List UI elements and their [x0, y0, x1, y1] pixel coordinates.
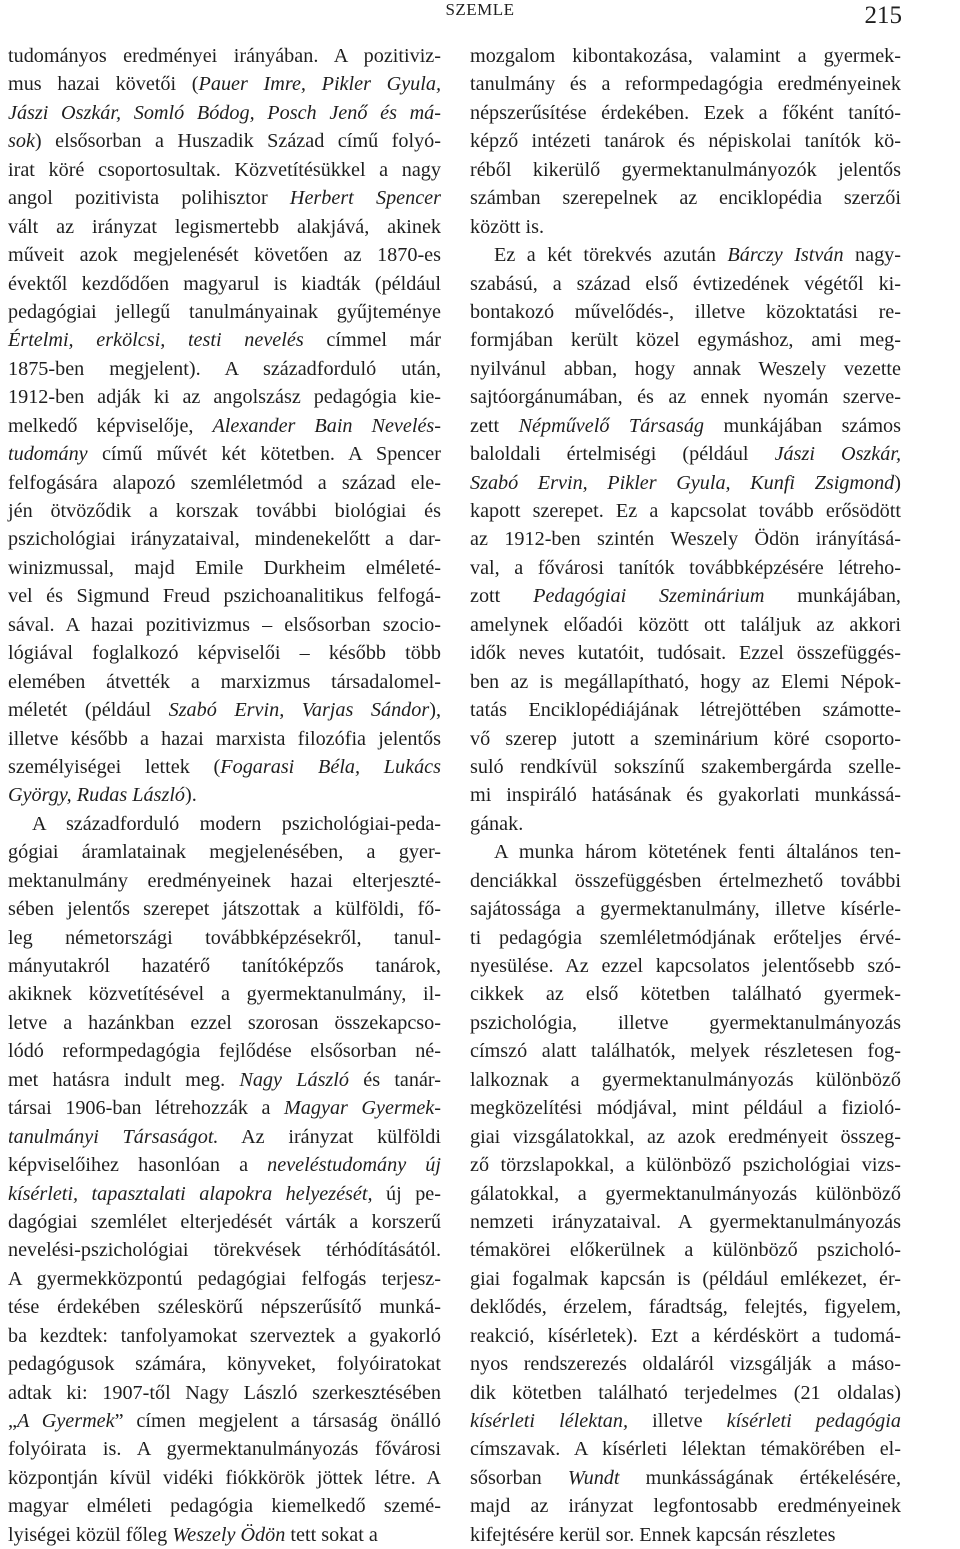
text-line — [470, 1265, 901, 1293]
text-line — [8, 469, 441, 497]
text-run: Az irányzat külföldi — [218, 1125, 441, 1148]
text-run: ) elsősorban a Huszadik Század című folyó- — [34, 130, 441, 153]
text-run: számban szerepelnek az enciklopédia szerzői — [470, 187, 901, 210]
text-run: ti pedagógia szemléletmódjának erőteljes érvé- — [470, 926, 901, 949]
text-run: témakörei előkerülnek a különböző pszicholó- — [470, 1239, 901, 1262]
italic-text: Magyar Gyermek- — [283, 1097, 441, 1120]
text-run: címszó alatt találhatók, melyek részletesen fog- — [470, 1040, 901, 1063]
text-run: az 1912-ben szintén Weszely Ödön irányításá- — [470, 528, 901, 551]
text-run: majd az irányzat legfontosabb eredményeinek — [470, 1495, 901, 1518]
italic-text: Nagy László — [239, 1068, 349, 1091]
text-line — [470, 1350, 901, 1378]
text-run: képző intézeti tanárok és népiskolai tanítók kö- — [470, 130, 901, 153]
text-line — [8, 127, 441, 155]
text-run: társai 1906-ban létrehozzák a — [8, 1097, 284, 1120]
text-line — [470, 127, 901, 155]
text-run: mi inspiráló hatásának és gyakorlati munkássá- — [470, 784, 901, 807]
text-run: vel és Sigmund Freud pszichoanalitikus felfogá- — [8, 585, 441, 608]
text-run: vált az irányzat legismertebb alakjává, akinek — [8, 215, 441, 238]
italic-text: sok — [8, 130, 35, 153]
text-line — [470, 810, 901, 838]
text-line — [8, 980, 441, 1008]
text-run: felfogására alapozó szemléletmód a század ele- — [8, 471, 441, 494]
text-run: évektől kezdődően magyarul is kiadták (például — [8, 272, 441, 295]
text-run: című művét két kötetben. A Spencer — [87, 443, 441, 466]
text-line — [470, 156, 901, 184]
text-line — [470, 1322, 901, 1350]
text-line — [470, 639, 901, 667]
text-line — [470, 1009, 901, 1037]
text-line — [8, 1180, 441, 1208]
text-line — [8, 326, 441, 354]
text-line — [470, 1521, 901, 1549]
text-line — [470, 1208, 901, 1236]
italic-text: Wundt — [567, 1466, 620, 1489]
text-run: lódó reformpedagógia fejlődése elsősorban né- — [8, 1040, 441, 1063]
text-run: tett sokat a — [285, 1523, 378, 1546]
text-run: leg németországi továbbképzésekről, tanul- — [8, 926, 441, 949]
text-line — [470, 895, 901, 923]
text-line — [8, 70, 441, 98]
text-line — [470, 1236, 901, 1264]
text-run: népszerűsítése érdekében. Ezek a főként tanító- — [470, 101, 901, 124]
text-line — [470, 1066, 901, 1094]
text-run: gának. — [470, 812, 524, 835]
text-line — [470, 1464, 901, 1492]
text-run: ), — [429, 699, 441, 722]
text-run: suló rendkívül sokszínű szakembergárda szelle- — [470, 755, 901, 778]
text-line — [470, 725, 901, 753]
text-line — [470, 241, 901, 269]
italic-text: Fogarasi Béla, Lukács — [220, 755, 441, 778]
text-run: A századforduló modern pszichológiai-peda- — [32, 812, 441, 835]
text-line — [470, 753, 901, 781]
text-run: mus hazai követői ( — [8, 73, 199, 96]
italic-text: Értelmi, erkölcsi, testi nevelés — [8, 329, 304, 352]
text-run: képviselőihez hasonlóan a — [8, 1154, 268, 1177]
text-line — [470, 924, 901, 952]
text-run: sajtóorgánumában, és az ennek nyomán szerve- — [470, 386, 901, 409]
text-run: gógiai áramlatainak megjelenésében, a gyer- — [8, 841, 441, 864]
text-run: kifejtésére kerül sor. Ennek kapcsán részletes — [470, 1523, 836, 1546]
text-line — [470, 1293, 901, 1321]
text-line — [470, 1151, 901, 1179]
italic-text: neveléstudomány új — [267, 1154, 442, 1177]
italic-text: tudomány — [8, 443, 88, 466]
text-line — [8, 1037, 441, 1065]
text-run: személyiségei lettek ( — [8, 755, 221, 778]
text-line — [8, 1350, 441, 1378]
text-line — [8, 298, 441, 326]
text-line — [470, 1435, 901, 1463]
text-run: giai vizsgálatokkal, az azok eredményeit összeg- — [470, 1125, 901, 1148]
text-run: idők neves kutatóit, tudósait. Ezzel összefüggés- — [470, 642, 901, 665]
text-line — [8, 1236, 441, 1264]
text-run: és tanár- — [348, 1068, 441, 1091]
text-line — [8, 525, 441, 553]
text-line — [470, 696, 901, 724]
text-run: munkájában számos — [704, 414, 902, 437]
text-run: elemében átvették a marxizmus társadalomel- — [8, 670, 441, 693]
text-run: pszichológia, illetve gyermektanulmányozás — [470, 1011, 901, 1034]
text-line — [8, 1208, 441, 1236]
text-run: pedagógiai jellegű tanulmányainak gyűjteménye — [8, 300, 441, 323]
text-run: vő szerep jutott a szeminárium köré csoporto- — [470, 727, 901, 750]
text-run: A gyermekközpontú pedagógiai felfogás terjesz- — [8, 1267, 441, 1290]
italic-text: György, Rudas László — [8, 784, 186, 807]
text-run: deklődés, érzelem, fáradtság, felejtés, figyelem, — [470, 1296, 901, 1319]
text-run: ) — [894, 471, 901, 494]
italic-text: Alexander Bain Nevelés- — [212, 414, 441, 437]
italic-text: Pauer Imre, Pikler Gyula, — [198, 73, 441, 96]
text-run: között is. — [470, 215, 545, 238]
italic-text: kísérleti lélektan, — [470, 1410, 629, 1432]
text-line — [8, 668, 441, 696]
text-run: dagógiai szemlélet elterjedését várták a korszerű — [8, 1210, 441, 1233]
text-line — [8, 1407, 441, 1435]
text-run: nyos rendszerezés oldaláról vizsgálják a máso- — [470, 1353, 901, 1376]
text-line — [8, 184, 441, 212]
text-run: kapott szerepet. Ez a kapcsolat tovább erősödött — [470, 500, 901, 522]
text-run: 1875-ben megjelent). A századforduló után, — [8, 357, 441, 380]
text-line — [470, 497, 901, 525]
text-line — [8, 952, 441, 980]
text-run: réből kikerülő gyermektanulmányozók jelentős — [470, 158, 901, 181]
text-line — [470, 1492, 901, 1520]
text-run: tudományos eredményei irányában. A pozitiviz- — [8, 45, 441, 67]
italic-text: Pedagógiai Szeminárium — [533, 585, 765, 608]
text-run: dik kötetben található terjedelmes (21 oldalas) — [470, 1381, 901, 1404]
text-run: ba kezdtek: tanfolyamokat szerveztek a gyakorló — [8, 1324, 441, 1347]
text-run: angol pozitivista polihisztor — [8, 187, 290, 210]
italic-text: Szabó Ervin, Varjas Sándor — [168, 699, 430, 722]
text-line — [470, 355, 901, 383]
text-line — [8, 42, 441, 70]
text-run: nevelési-pszichológiai törekvések térhódításától. — [8, 1239, 441, 1262]
text-run: letve a hazánkban ezzel szorosan összekapcso- — [8, 1011, 441, 1034]
italic-text: kísérleti, tapasztalati alapokra helyezését, — [8, 1182, 373, 1205]
text-line — [470, 469, 901, 497]
text-run: denciákkal összefüggésben értelmezhető további — [470, 869, 901, 892]
text-run: melkedő képviselője, — [8, 414, 213, 437]
text-run: új pe- — [372, 1182, 441, 1205]
text-run: lalkoznak a gyermektanulmányozás különböző — [470, 1068, 901, 1091]
text-run: formjában került közel egymáshoz, ami meg- — [470, 329, 901, 352]
text-line — [470, 412, 901, 440]
text-line — [8, 810, 441, 838]
text-run: sajátossága a gyermektanulmány, illetve kísérle- — [470, 898, 901, 921]
text-line — [8, 412, 441, 440]
text-run: lógiával foglalkozó képviselői – később több — [8, 642, 441, 665]
text-line — [8, 611, 441, 639]
text-line — [8, 1123, 441, 1151]
text-run: tatás Enciklopédiájának létrejöttében számotte- — [470, 699, 901, 722]
text-run: címszavak. A kísérleti lélektan témakörében el- — [470, 1438, 901, 1461]
text-line — [470, 1379, 901, 1407]
text-line — [470, 270, 901, 298]
text-run: mektanulmány eredményeinek hazai elterjeszté- — [8, 869, 441, 892]
text-line — [470, 1407, 901, 1435]
page-number: 215 — [864, 2, 902, 29]
text-line — [8, 383, 441, 411]
text-run: ). — [185, 784, 197, 807]
italic-text: Bárczy István — [727, 244, 844, 267]
text-line — [470, 781, 901, 809]
text-run: nyesülése. Az ezzel kapcsolatos jelentősebb szó- — [470, 955, 901, 977]
italic-text: Jászi Oszkár, — [774, 443, 901, 466]
text-line — [8, 99, 441, 127]
text-line — [470, 554, 901, 582]
text-line — [8, 924, 441, 952]
text-line — [470, 582, 901, 610]
text-run: munkájában, — [764, 585, 901, 608]
text-line — [8, 1435, 441, 1463]
text-run: ző törzslapokkal, a különböző pszichológiai vizs- — [470, 1154, 901, 1177]
text-run: irat köré csoportosultak. Közvetítésükkel a nagy — [8, 158, 441, 181]
italic-text: A Gyermek — [16, 1410, 115, 1432]
text-line — [8, 867, 441, 895]
text-line — [8, 1492, 441, 1520]
text-line — [470, 611, 901, 639]
text-run: Ez a két törekvés azután — [494, 244, 728, 267]
text-line — [470, 184, 901, 212]
italic-text: Herbert Spencer — [289, 187, 441, 210]
text-line — [470, 867, 901, 895]
text-run: amelynek előadói között ott találjuk az akkori — [470, 613, 901, 636]
text-line — [470, 1094, 901, 1122]
text-run: címmel már — [303, 329, 442, 352]
text-line — [470, 668, 901, 696]
text-run: nagy- — [843, 244, 901, 267]
text-run: winizmussal, majd Emile Durkheim elméleté- — [8, 556, 441, 579]
text-line — [8, 582, 441, 610]
left-column — [8, 42, 441, 1549]
italic-text: Weszely Ödön — [172, 1523, 286, 1546]
text-line — [8, 554, 441, 582]
text-line — [8, 270, 441, 298]
text-run: ben az is megállapítható, hogy az Elemi Népok- — [470, 670, 901, 693]
text-run: bontakozó művelődés-, illetve közoktatási re- — [470, 300, 901, 323]
text-run: sében jelentős szerepet játszottak a külföldi, fő- — [8, 898, 441, 921]
italic-text: kísérleti pedagógia — [726, 1410, 901, 1432]
text-line — [8, 1009, 441, 1037]
text-run: akiknek közvetítésével a gyermektanulmány, il- — [8, 983, 441, 1006]
text-line — [8, 213, 441, 241]
text-run: illetve — [628, 1410, 727, 1432]
text-run: mányutakról hazatérő tanítóképzős tanárok, — [8, 955, 441, 977]
text-line — [470, 440, 901, 468]
text-run: szabású, a század első évtizedének végétől ki- — [470, 272, 901, 295]
text-line — [8, 725, 441, 753]
text-line — [470, 1123, 901, 1151]
text-line — [8, 1464, 441, 1492]
text-run: méletét (például — [8, 699, 169, 722]
text-line — [8, 639, 441, 667]
text-line — [470, 213, 901, 241]
text-run: illetve később a hazai marxista filozófia jelentős — [8, 727, 441, 750]
text-line — [8, 241, 441, 269]
text-run: pszichológiai irányzataival, mindenekelőtt a dar- — [8, 528, 441, 551]
text-run: val, a fővárosi tanítók továbbképzésére létreho- — [470, 556, 901, 579]
text-run: jén ötvöződik a korszak további biológiai és — [8, 500, 441, 522]
text-line — [470, 952, 901, 980]
text-line — [8, 895, 441, 923]
text-run: sával. A hazai pozitivizmus – elsősorban szocio- — [8, 613, 441, 636]
italic-text: tanulmányi Társaságot. — [8, 1125, 219, 1148]
text-run: lyiségei közül főleg — [8, 1523, 173, 1546]
text-line — [8, 696, 441, 724]
text-line — [8, 497, 441, 525]
italic-text: Jászi Oszkár, Somló Bódog, Posch Jenő és má- — [8, 101, 441, 124]
text-line — [470, 838, 901, 866]
text-run: központján kívül vidéki fiókkörök jöttek létre. A — [8, 1466, 441, 1489]
text-line — [8, 838, 441, 866]
text-run: zott — [470, 585, 534, 608]
italic-text: Szabó Ervin, Pikler Gyula, Kunfi Zsigmond — [470, 471, 895, 494]
text-line — [8, 753, 441, 781]
text-line — [8, 1151, 441, 1179]
text-run: cikkek az első kötetben található gyermek- — [470, 983, 901, 1006]
text-line — [8, 1322, 441, 1350]
text-run: „ — [8, 1410, 17, 1432]
text-run: ” címen megjelent a társaság önálló — [114, 1410, 441, 1432]
text-line — [470, 1037, 901, 1065]
text-line — [470, 42, 901, 70]
text-run: tanulmány és a reformpedagógia eredményeinek — [470, 73, 901, 96]
text-run: zett — [470, 414, 519, 437]
text-run: A munka három kötetének fenti általános ten- — [494, 841, 901, 864]
text-run: sősorban — [470, 1466, 568, 1489]
text-line — [8, 1094, 441, 1122]
text-run: adtak ki: 1907-től Nagy László szerkesztésében — [8, 1381, 441, 1404]
text-line — [8, 1265, 441, 1293]
text-run: munkásságának értékelésére, — [619, 1466, 901, 1489]
text-run: nemzeti irányzataival. A gyermektanulmányozás — [470, 1210, 901, 1233]
text-run: 1912-ben adják ki az angolszász pedagógia kie- — [8, 386, 441, 409]
text-run: folyóirata is. A gyermektanulmányozás fővárosi — [8, 1438, 441, 1461]
text-line — [470, 383, 901, 411]
text-line — [470, 980, 901, 1008]
text-line — [8, 440, 441, 468]
text-run: tése érdekében széleskörű népszerűsítő munká- — [8, 1296, 441, 1319]
right-column — [470, 42, 901, 1549]
text-run: giai fogalmak kapcsán is (például emlékezet, ér- — [470, 1267, 901, 1290]
text-line — [470, 525, 901, 553]
text-line — [8, 1293, 441, 1321]
text-line — [8, 1521, 441, 1549]
text-line — [470, 99, 901, 127]
text-run: nyilvánul abban, hogy annak Weszely vezette — [470, 357, 901, 380]
text-run: met hatásra indult meg. — [8, 1068, 240, 1091]
text-run: mozgalom kibontakozása, valamint a gyermek- — [470, 45, 901, 67]
text-run: gálatokkal, a gyermektanulmányozás különböző — [470, 1182, 901, 1205]
text-run: baloldali értelmiségi (például — [470, 443, 775, 466]
text-run: műveit azok megjelenését követően az 1870-es — [8, 244, 441, 267]
text-run: pedagógusok számára, könyveket, folyóiratokat — [8, 1353, 441, 1376]
text-line — [470, 1180, 901, 1208]
text-line — [470, 326, 901, 354]
text-line — [8, 156, 441, 184]
text-line — [8, 1066, 441, 1094]
text-line — [8, 355, 441, 383]
text-line — [8, 1379, 441, 1407]
text-line — [470, 298, 901, 326]
text-line — [470, 70, 901, 98]
text-run: megközelítési módjával, mint például a fizioló- — [470, 1097, 901, 1120]
text-run: reakció, kísérletek). Ezt a kérdéskört a tudomá- — [470, 1324, 901, 1347]
italic-text: Népművelő Társaság — [518, 414, 705, 437]
text-line — [8, 781, 441, 809]
running-head: SZEMLE — [445, 0, 515, 19]
text-run: magyar elméleti pedagógia kiemelkedő szemé- — [8, 1495, 441, 1518]
